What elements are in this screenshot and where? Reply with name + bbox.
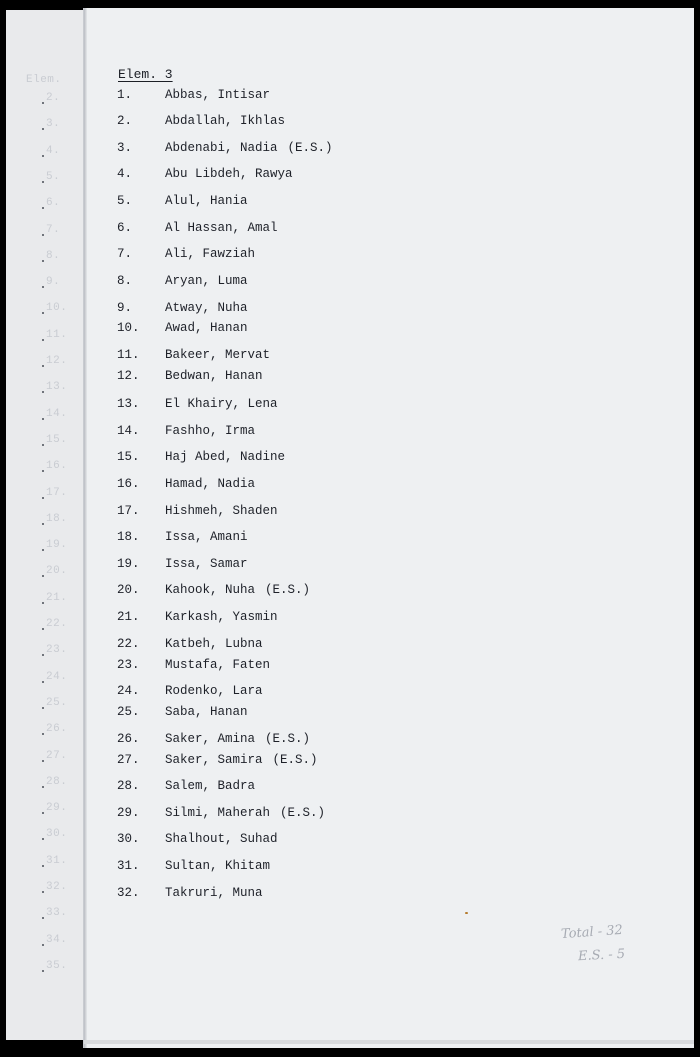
underlying-mark: 5. bbox=[46, 170, 61, 183]
underlying-mark: 11. bbox=[46, 328, 68, 341]
student-name: Atway, Nuha bbox=[165, 301, 248, 315]
underlying-mark: 26. bbox=[46, 723, 68, 736]
underlying-mark: 10. bbox=[46, 302, 68, 315]
item-number: 26. bbox=[117, 732, 140, 746]
student-note: (E.S.) bbox=[287, 141, 333, 155]
underlying-mark: 29. bbox=[46, 802, 68, 815]
underlying-dot bbox=[42, 523, 44, 525]
underlying-mark: Elem. bbox=[26, 74, 62, 86]
underlying-dot bbox=[42, 760, 44, 762]
underlying-dot bbox=[42, 339, 44, 341]
underlying-mark: 9. bbox=[46, 276, 61, 289]
underlying-mark: 30. bbox=[46, 828, 68, 841]
item-number: 2. bbox=[117, 114, 133, 128]
underlying-mark: 25. bbox=[46, 696, 68, 709]
student-note: (E.S.) bbox=[265, 732, 311, 746]
item-number: 21. bbox=[117, 610, 140, 624]
student-name: Abdallah, Ikhlas bbox=[165, 114, 286, 128]
student-name: Hishmeh, Shaden bbox=[165, 504, 278, 518]
item-number: 18. bbox=[117, 530, 140, 544]
item-number: 19. bbox=[117, 557, 140, 571]
underlying-mark: 16. bbox=[46, 460, 68, 473]
student-name: Haj Abed, Nadine bbox=[165, 450, 286, 464]
item-number: 1. bbox=[117, 88, 133, 102]
item-number: 16. bbox=[117, 477, 140, 491]
underlying-dot bbox=[42, 628, 44, 630]
underlying-dot bbox=[42, 102, 44, 104]
underlying-dot bbox=[42, 944, 44, 946]
item-number: 5. bbox=[117, 194, 133, 208]
student-note: (E.S.) bbox=[265, 583, 311, 597]
item-number: 32. bbox=[117, 886, 140, 900]
underlying-mark: 8. bbox=[46, 249, 61, 262]
item-number: 30. bbox=[117, 832, 140, 846]
item-number: 15. bbox=[117, 450, 140, 464]
student-name: Mustafa, Faten bbox=[165, 658, 271, 672]
underlying-mark: 7. bbox=[46, 223, 61, 236]
underlying-mark: 31. bbox=[46, 854, 68, 867]
underlying-mark: 19. bbox=[46, 539, 68, 552]
student-name: Aryan, Luma bbox=[165, 274, 248, 288]
underlying-dot bbox=[42, 970, 44, 972]
underlying-dot bbox=[42, 497, 44, 499]
underlying-mark: 2. bbox=[46, 92, 61, 104]
underlying-mark: 17. bbox=[46, 486, 68, 499]
student-name: Saba, Hanan bbox=[165, 705, 248, 719]
page-bottom-edge bbox=[84, 1040, 694, 1044]
underlying-mark: 20. bbox=[46, 565, 68, 578]
item-number: 25. bbox=[117, 705, 140, 719]
student-name: Abbas, Intisar bbox=[165, 88, 271, 102]
page-fold-edge bbox=[84, 8, 87, 1048]
student-name: Takruri, Muna bbox=[165, 886, 263, 900]
item-number: 27. bbox=[117, 753, 140, 767]
item-number: 4. bbox=[117, 167, 133, 181]
underlying-mark: 22. bbox=[46, 618, 68, 630]
underlying-mark: 35. bbox=[46, 959, 68, 972]
page-title: Elem. 3 bbox=[118, 67, 173, 82]
student-name: Issa, Samar bbox=[165, 557, 248, 571]
item-number: 22. bbox=[117, 637, 140, 651]
student-name: Fashho, Irma bbox=[165, 424, 256, 438]
item-number: 7. bbox=[117, 247, 133, 261]
underlying-mark: 21. bbox=[46, 591, 68, 604]
underlying-mark: 14. bbox=[46, 407, 68, 420]
underlying-mark: 32. bbox=[46, 881, 68, 893]
handwritten-total: Total - 32 bbox=[560, 922, 624, 943]
underlying-dot bbox=[42, 444, 44, 446]
underlying-dot bbox=[42, 181, 44, 183]
underlying-dot bbox=[42, 365, 44, 367]
student-name: Saker, Samira bbox=[165, 753, 263, 767]
underlying-mark: 28. bbox=[46, 775, 68, 788]
underlying-dot bbox=[42, 786, 44, 788]
underlying-mark: 15. bbox=[46, 433, 68, 446]
underlying-dot bbox=[42, 891, 44, 893]
item-number: 10. bbox=[117, 321, 140, 335]
item-number: 20. bbox=[117, 583, 140, 597]
underlying-mark: 12. bbox=[46, 355, 68, 367]
student-name: Bakeer, Mervat bbox=[165, 348, 271, 362]
item-number: 31. bbox=[117, 859, 140, 873]
underlying-dot bbox=[42, 602, 44, 604]
underlying-mark: 34. bbox=[46, 933, 68, 946]
item-number: 29. bbox=[117, 806, 140, 820]
student-name: Abdenabi, Nadia bbox=[165, 141, 278, 155]
underlying-dot bbox=[42, 681, 44, 683]
item-number: 17. bbox=[117, 504, 140, 518]
item-number: 8. bbox=[117, 274, 133, 288]
item-number: 9. bbox=[117, 301, 133, 315]
student-name: El Khairy, Lena bbox=[165, 397, 278, 411]
underlying-mark: 27. bbox=[46, 749, 68, 762]
item-number: 12. bbox=[117, 369, 140, 383]
item-number: 3. bbox=[117, 141, 133, 155]
student-name: Alul, Hania bbox=[165, 194, 248, 208]
student-note: (E.S.) bbox=[280, 806, 326, 820]
student-name: Issa, Amani bbox=[165, 530, 248, 544]
paper-speck bbox=[465, 912, 468, 914]
student-name: Shalhout, Suhad bbox=[165, 832, 278, 846]
underlying-mark: 3. bbox=[46, 118, 61, 131]
underlying-dot bbox=[42, 155, 44, 157]
item-number: 23. bbox=[117, 658, 140, 672]
underlying-dot bbox=[42, 234, 44, 236]
student-name: Salem, Badra bbox=[165, 779, 256, 793]
student-note: (E.S.) bbox=[272, 753, 318, 767]
item-number: 28. bbox=[117, 779, 140, 793]
student-name: Silmi, Maherah bbox=[165, 806, 271, 820]
underlying-dot bbox=[42, 418, 44, 420]
item-number: 6. bbox=[117, 221, 133, 235]
item-number: 24. bbox=[117, 684, 140, 698]
underlying-dot bbox=[42, 707, 44, 709]
underlying-mark: 6. bbox=[46, 197, 61, 210]
student-name: Saker, Amina bbox=[165, 732, 256, 746]
underlying-mark: 23. bbox=[46, 644, 68, 657]
student-name: Kahook, Nuha bbox=[165, 583, 256, 597]
item-number: 14. bbox=[117, 424, 140, 438]
student-name: Abu Libdeh, Rawya bbox=[165, 167, 293, 181]
student-name: Ali, Fawziah bbox=[165, 247, 256, 261]
handwritten-es-count: E.S. - 5 bbox=[577, 946, 626, 965]
underlying-mark: 18. bbox=[46, 512, 68, 525]
student-name: Awad, Hanan bbox=[165, 321, 248, 335]
student-name: Katbeh, Lubna bbox=[165, 637, 263, 651]
item-number: 11. bbox=[117, 348, 140, 362]
underlying-dot bbox=[42, 865, 44, 867]
underlying-dot bbox=[42, 260, 44, 262]
student-name: Bedwan, Hanan bbox=[165, 369, 263, 383]
item-number: 13. bbox=[117, 397, 140, 411]
student-name: Al Hassan, Amal bbox=[165, 221, 278, 235]
student-name: Karkash, Yasmin bbox=[165, 610, 278, 624]
underlying-mark: 13. bbox=[46, 381, 68, 394]
student-name: Hamad, Nadia bbox=[165, 477, 256, 491]
underlying-mark: 24. bbox=[46, 670, 68, 683]
student-name: Rodenko, Lara bbox=[165, 684, 263, 698]
student-name: Sultan, Khitam bbox=[165, 859, 271, 873]
underlying-mark: 33. bbox=[46, 907, 68, 920]
underlying-mark: 4. bbox=[46, 144, 61, 157]
